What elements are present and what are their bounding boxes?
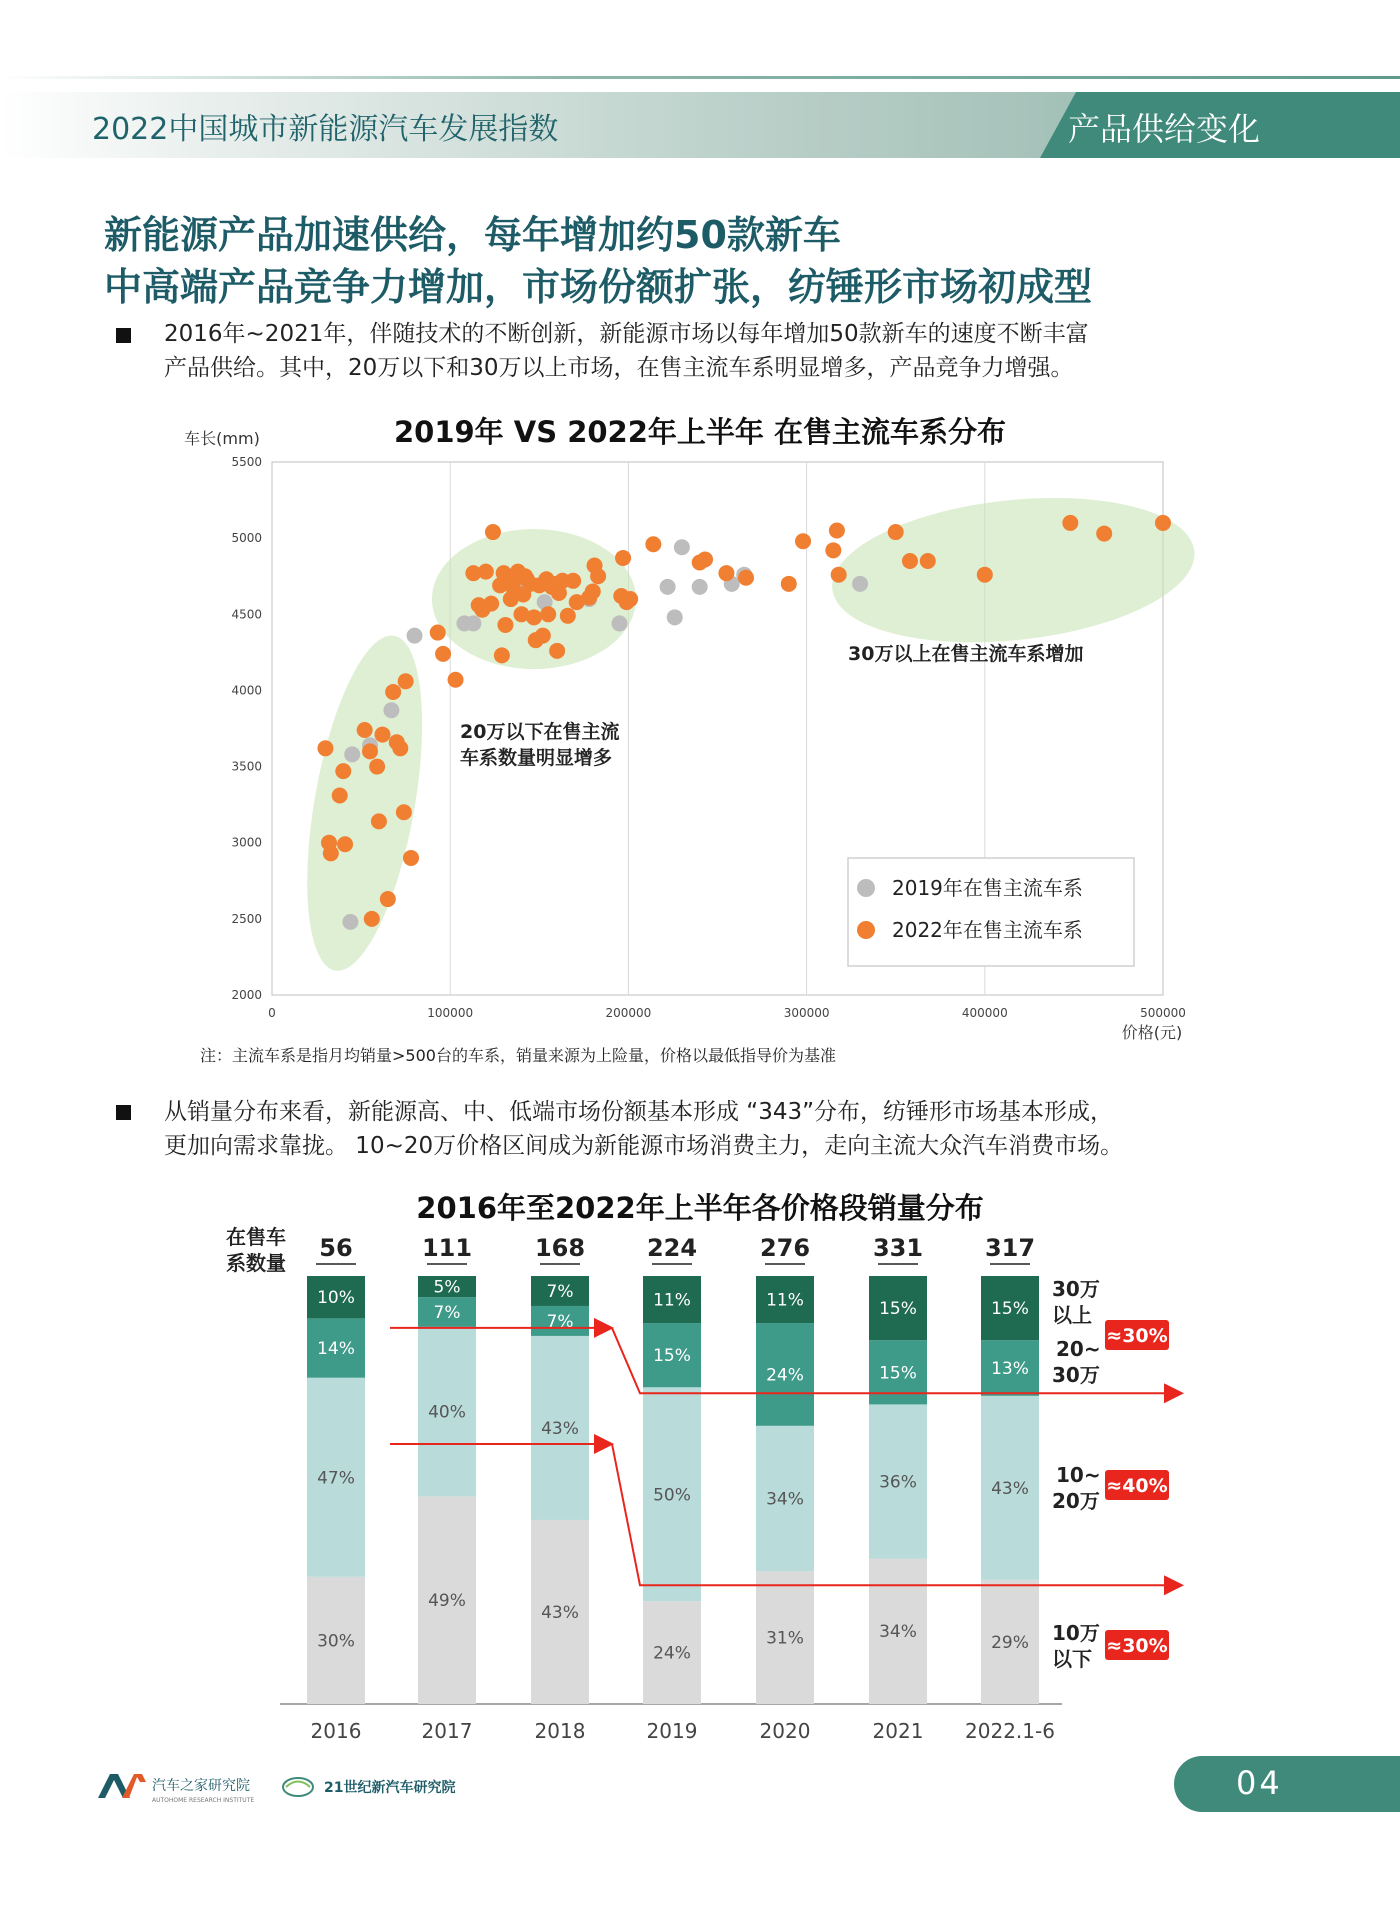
point-2022 [362,743,378,759]
segment-value-label: 11% [653,1290,691,1311]
x-axis-label: 价格(元) [1121,1023,1183,1042]
segment-value-label: 34% [879,1622,917,1643]
segment-value-label: 49% [428,1591,466,1612]
point-2022 [396,804,412,820]
segment-value-label: 24% [766,1365,804,1386]
segment-value-label: 29% [991,1632,1029,1653]
y-tick-label: 2000 [231,988,262,1002]
segment-value-label: 13% [991,1359,1029,1380]
point-2022 [615,550,631,566]
point-2022 [795,533,811,549]
y-tick-label: 5000 [231,531,262,546]
segment-value-label: 15% [879,1299,917,1320]
x-tick-label: 0 [268,1006,276,1020]
annotation-low-1: 20万以下在售主流 [460,721,620,743]
point-2019 [852,576,868,592]
side-label-20w-2: 30万 [1052,1363,1100,1387]
year-tick-label: 2018 [534,1719,586,1740]
x-tick-label: 200000 [605,1006,652,1020]
chart-footnote: 注：主流车系是指月均销量>500台的车系，销量来源为上险量，价格以最低指导价为基准 [200,1046,836,1065]
scatter-chart-title: 2019年 VS 2022年上半年 在售主流车系分布 [393,415,1007,449]
point-2022 [371,813,387,829]
y-tick-label: 4000 [231,683,262,698]
point-2022 [369,759,385,775]
segment-value-label: 31% [766,1628,804,1649]
point-2019 [383,702,399,718]
segment-value-label: 34% [766,1489,804,1510]
paragraph-1-line-2: 产品供给。其中，20万以下和30万以上市场，在售主流车系明显增多，产品竞争力增强。 [164,355,1074,381]
point-2022 [380,891,396,907]
point-2022 [888,524,904,540]
page-number: 04 [1236,1764,1283,1802]
point-2019 [660,579,676,595]
legend-box [848,858,1134,966]
y-axis-label: 车长(mm) [184,429,260,448]
mid-price-cluster-highlight [432,529,636,669]
point-2022 [1096,526,1112,542]
x-tick-label: 100000 [427,1006,474,1020]
segment-value-label: 43% [991,1478,1029,1499]
segment-value-label: 40% [428,1402,466,1423]
point-2022 [357,722,373,738]
segment-value-label: 36% [879,1472,917,1493]
badge-mid-share: ≈40% [1106,1475,1168,1497]
segment-value-label: 10% [317,1288,355,1309]
logo-1-text: 汽车之家研究院 [152,1778,250,1794]
point-2022 [549,643,565,659]
point-2019 [674,539,690,555]
logo-2-text: 21世纪新汽车研究院 [324,1780,456,1796]
paragraph-2-line-1: 从销量分布来看，新能源高、中、低端市场份额基本形成 “343”分布，纺锤形市场基本形成， [164,1099,1114,1125]
segment-value-label: 30% [317,1631,355,1652]
point-2022 [497,617,513,633]
y-tick-label: 3500 [231,759,262,774]
point-2022 [398,673,414,689]
segment-value-label: 47% [317,1468,355,1489]
point-2022 [385,684,401,700]
point-2022 [718,565,734,581]
x-tick-label: 400000 [961,1006,1008,1020]
point-2022 [825,542,841,558]
side-label-20w-1: 20~ [1056,1337,1101,1361]
segment-value-label: 43% [541,1602,579,1623]
paragraph-2-line-2: 更加向需求靠拢。 10~20万价格区间成为新能源市场消费主力，走向主流大众汽车消费市场。 [164,1133,1124,1159]
segment-value-label: 5% [433,1277,461,1298]
headline-line-2: 中高端产品竞争力增加，市场份额扩张，纺锤形市场初成型 [104,265,1093,309]
point-2022 [332,788,348,804]
legend-marker [857,879,875,897]
count-label-1: 在售车 [226,1225,286,1249]
point-2022 [526,609,542,625]
point-2022 [540,606,556,622]
point-2022 [478,564,494,580]
point-2022 [535,628,551,644]
point-2022 [494,647,510,663]
point-2022 [560,608,576,624]
point-2022 [565,573,581,589]
stacked-bar-chart [0,1220,1400,1740]
point-2019 [611,615,627,631]
21st-century-institute-logo [280,1768,480,1806]
point-2022 [781,576,797,592]
annotation-low-2: 车系数量明显增多 [460,747,613,769]
point-2022 [738,570,754,586]
headline-line-1: 新能源产品加速供给，每年增加约50款新车 [104,213,841,257]
autohome-logo [96,1768,266,1806]
series-count: 168 [534,1234,586,1262]
year-tick-label: 2017 [421,1719,473,1740]
point-2022 [920,553,936,569]
point-2022 [1155,515,1171,531]
legend-label: 2019年在售主流车系 [892,876,1083,900]
x-tick-label: 500000 [1140,1006,1186,1020]
side-label-10w-1: 10~ [1056,1463,1101,1487]
year-tick-label: 2019 [646,1719,698,1740]
side-label-30w-2: 以上 [1052,1303,1092,1327]
segment-value-label: 24% [653,1643,691,1664]
badge-high-share: ≈30% [1106,1325,1168,1347]
point-2022 [317,740,333,756]
point-2022 [448,672,464,688]
point-2022 [585,583,601,599]
side-label-below-1: 10万 [1052,1621,1100,1645]
point-2022 [483,596,499,612]
segment-value-label: 7% [433,1303,461,1324]
point-2022 [323,845,339,861]
year-tick-label: 2021 [872,1719,924,1740]
point-2019 [465,615,481,631]
point-2022 [335,763,351,779]
section-title: 产品供给变化 [1068,110,1261,148]
point-2019 [407,628,423,644]
segment-value-label: 15% [879,1363,917,1384]
paragraph-1-line-1: 2016年~2021年，伴随技术的不断创新，新能源市场以每年增加50款新车的速度不断丰富 [164,321,1089,347]
page-number-pill [1174,1756,1400,1812]
point-2022 [374,727,390,743]
x-tick-label: 300000 [783,1006,830,1020]
point-2022 [622,591,638,607]
point-2022 [435,646,451,662]
segment-value-label: 15% [653,1346,691,1367]
point-2019 [667,609,683,625]
series-count: 276 [759,1234,811,1262]
series-count: 317 [984,1234,1036,1262]
side-label-10w-2: 20万 [1052,1489,1100,1513]
point-2022 [1062,515,1078,531]
segment-value-label: 43% [541,1418,579,1439]
series-count: 331 [872,1234,924,1262]
point-2019 [344,746,360,762]
y-tick-label: 4500 [231,607,262,622]
point-2022 [831,567,847,583]
legend-marker [857,921,875,939]
point-2022 [590,568,606,584]
bullet-square-icon [116,1105,131,1120]
segment-value-label: 14% [317,1339,355,1360]
point-2022 [392,740,408,756]
segment-value-label: 50% [653,1485,691,1506]
point-2022 [645,536,661,552]
y-tick-label: 5500 [231,455,262,469]
bullet-square-icon [116,328,131,343]
point-2022 [829,523,845,539]
point-2022 [337,836,353,852]
point-2019 [342,914,358,930]
y-tick-label: 2500 [231,911,262,926]
segment-value-label: 11% [766,1290,804,1311]
badge-low-share: ≈30% [1106,1635,1168,1657]
series-count: 56 [319,1234,353,1262]
bar-chart-title: 2016年至2022年上半年各价格段销量分布 [416,1191,984,1225]
side-label-30w-1: 30万 [1052,1277,1100,1301]
segment-value-label: 7% [546,1311,574,1332]
scatter-chart [0,420,1400,1060]
logo-1-subtext: AUTOHOME RESEARCH INSTITUTE [152,1797,255,1804]
segment-value-label: 7% [546,1281,574,1302]
side-label-below-2: 以下 [1052,1647,1092,1671]
point-2022 [697,551,713,567]
header-accent-line [0,76,1400,79]
year-tick-label: 2022.1-6 [965,1719,1055,1740]
point-2022 [485,524,501,540]
point-2022 [902,553,918,569]
legend-label: 2022年在售主流车系 [892,918,1083,942]
year-tick-label: 2016 [310,1719,362,1740]
point-2022 [977,567,993,583]
point-2022 [403,850,419,866]
series-count: 111 [421,1234,473,1262]
document-title: 2022中国城市新能源汽车发展指数 [92,112,559,147]
segment-value-label: 15% [991,1299,1029,1320]
count-label-2: 系数量 [226,1251,286,1275]
series-count: 224 [646,1234,698,1262]
y-tick-label: 3000 [231,835,262,850]
year-tick-label: 2020 [759,1719,811,1740]
annotation-high: 30万以上在售主流车系增加 [848,643,1084,665]
point-2019 [692,579,708,595]
point-2022 [364,911,380,927]
point-2022 [430,625,446,641]
